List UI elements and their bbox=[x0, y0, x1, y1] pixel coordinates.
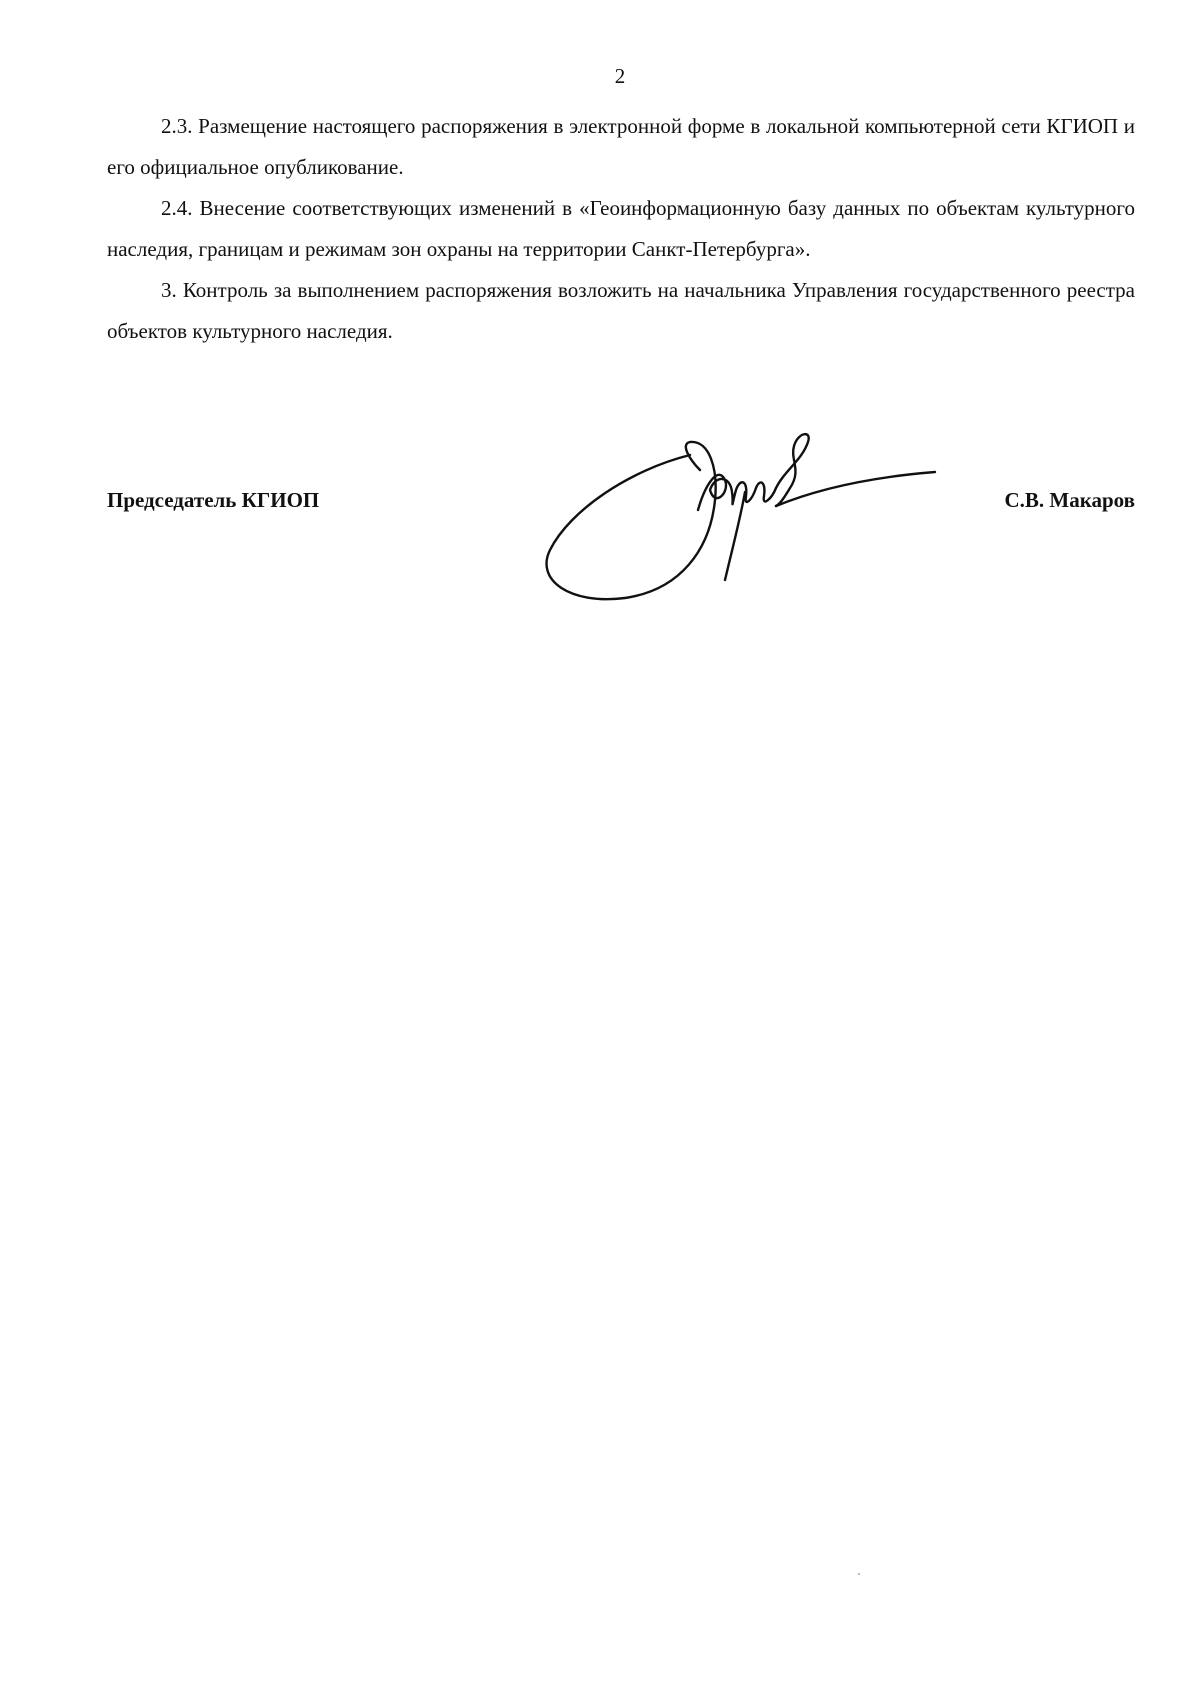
paragraph-3: 3. Контроль за выполнением распоряжения возложить на начальника Управления государственного реестра объектов культурного наследия. bbox=[107, 278, 1135, 343]
signer-position: Председатель КГИОП bbox=[107, 488, 320, 512]
document-body bbox=[107, 106, 1135, 352]
signer-name: С.В. Макаров bbox=[1004, 488, 1135, 512]
signature-block bbox=[107, 488, 1135, 528]
paragraph-2-3: 2.3. Размещение настоящего распоряжения в электронной форме в локальной компьютерной сети КГИОП и его официальное опубликование. bbox=[107, 114, 1135, 179]
scan-speck bbox=[858, 1573, 860, 1575]
paragraph-2-4: 2.4. Внесение соответствующих изменений в «Геоинформационную базу данных по объектам культурного наследия, границам и режимам зон охраны на территории Санкт-Петербурга». bbox=[107, 196, 1135, 261]
page-number: 2 bbox=[614, 64, 626, 88]
